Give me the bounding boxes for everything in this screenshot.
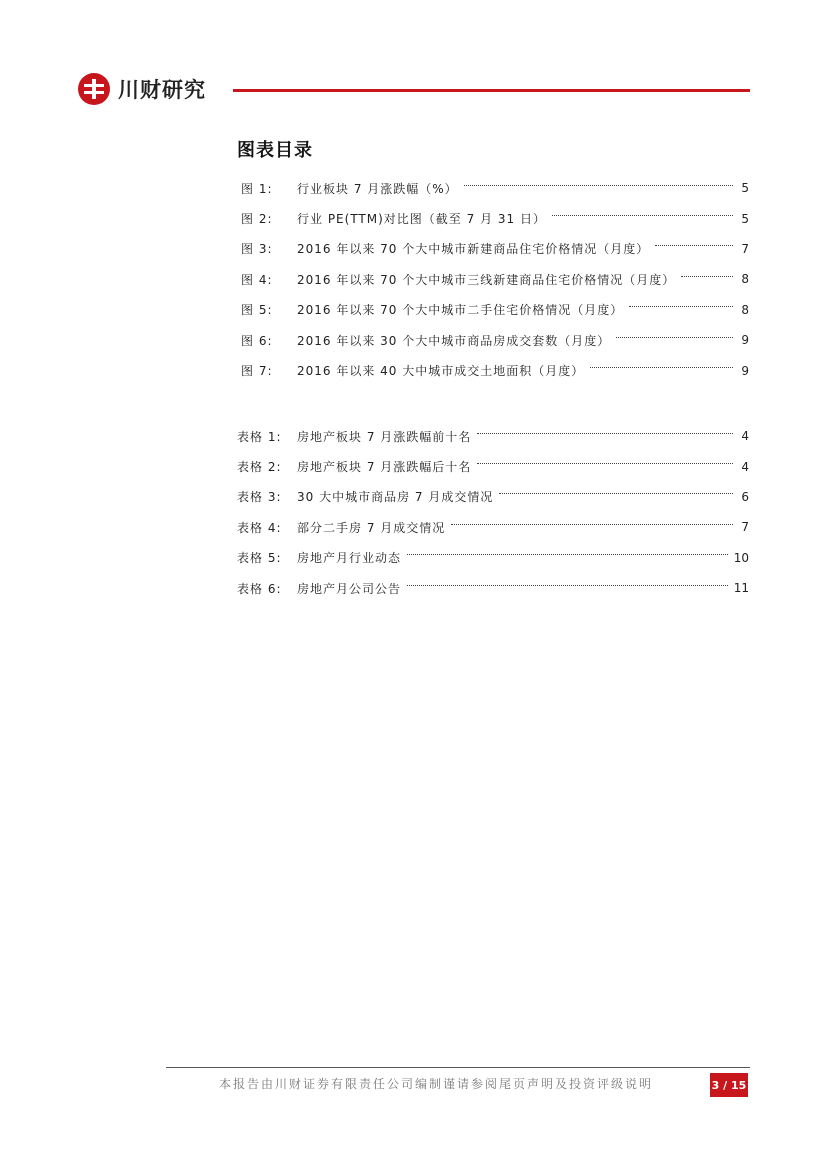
dot-leader — [464, 185, 733, 186]
entry-label: 图 2: — [241, 212, 273, 227]
entry-title: 房地产月公司公告 — [297, 581, 402, 596]
entry-label: 图 4: — [241, 272, 273, 287]
page-number-badge: 3 / 15 — [710, 1073, 748, 1097]
dot-leader — [616, 337, 733, 338]
toc-entry-figure-7[interactable] — [237, 355, 749, 385]
dot-leader — [477, 433, 733, 434]
dot-leader — [451, 524, 733, 525]
toc-entry-table-1[interactable] — [237, 421, 749, 451]
entry-page: 5 — [741, 211, 749, 226]
figure-list — [237, 173, 749, 386]
brand-logo — [78, 72, 206, 106]
toc-entry-table-2[interactable] — [237, 451, 749, 481]
entry-label: 图 1: — [241, 181, 273, 196]
entry-page: 9 — [741, 363, 749, 378]
entry-title: 部分二手房 7 月成交情况 — [297, 520, 446, 535]
entry-label: 图 5: — [241, 303, 273, 318]
entry-label: 表格 5: — [237, 551, 282, 566]
entry-title: 30 大中城市商品房 7 月成交情况 — [297, 490, 494, 505]
entry-label: 表格 4: — [237, 520, 282, 535]
entry-label: 图 6: — [241, 333, 273, 348]
toc-entry-figure-1[interactable] — [237, 173, 749, 203]
entry-label: 图 3: — [241, 242, 273, 257]
toc-entry-figure-4[interactable] — [237, 264, 749, 294]
entry-title: 2016 年以来 70 个大中城市三线新建商品住宅价格情况（月度） — [297, 272, 676, 287]
dot-leader — [552, 215, 733, 216]
entry-page: 10 — [733, 550, 749, 565]
entry-page: 7 — [741, 520, 749, 535]
dot-leader — [629, 306, 733, 307]
entry-title: 2016 年以来 40 大中城市成交土地面积（月度） — [297, 364, 585, 379]
toc-entry-figure-5[interactable] — [237, 295, 749, 325]
entry-title: 行业 PE(TTM)对比图（截至 7 月 31 日） — [297, 212, 546, 227]
footer-disclaimer: 本报告由川财证券有限责任公司编制谨请参阅尾页声明及投资评级说明 — [218, 1077, 653, 1091]
entry-title: 2016 年以来 30 个大中城市商品房成交套数（月度） — [297, 333, 611, 348]
entry-label: 表格 2: — [237, 460, 282, 475]
toc-entry-table-5[interactable] — [237, 543, 749, 573]
dot-leader — [407, 554, 728, 555]
entry-label: 表格 6: — [237, 581, 282, 596]
entry-label: 图 7: — [241, 364, 273, 379]
dot-leader — [681, 276, 733, 277]
dot-leader — [590, 367, 733, 368]
entry-title: 2016 年以来 70 个大中城市新建商品住宅价格情况（月度） — [297, 242, 650, 257]
toc-entry-table-3[interactable] — [237, 482, 749, 512]
entry-page: 6 — [741, 489, 749, 504]
dot-leader — [655, 245, 733, 246]
entry-page: 7 — [741, 241, 749, 256]
entry-page: 8 — [741, 272, 749, 287]
footer-divider — [166, 1067, 750, 1068]
toc-entry-table-6[interactable] — [237, 573, 749, 603]
table-list — [237, 421, 749, 603]
entry-page: 9 — [741, 333, 749, 348]
toc-entry-figure-6[interactable] — [237, 325, 749, 355]
logo-text: 川财研究 — [118, 78, 206, 102]
entry-label: 表格 3: — [237, 490, 282, 505]
dot-leader — [407, 585, 728, 586]
entry-label: 表格 1: — [237, 429, 282, 444]
entry-page: 11 — [733, 581, 749, 596]
entry-page: 4 — [741, 429, 749, 444]
dot-leader — [499, 493, 733, 494]
header-divider — [233, 89, 750, 92]
entry-page: 5 — [741, 181, 749, 196]
entry-title: 行业板块 7 月涨跌幅（%） — [297, 181, 458, 196]
entry-title: 房地产板块 7 月涨跌幅前十名 — [297, 429, 472, 444]
logo-icon — [78, 73, 110, 105]
toc-entry-figure-2[interactable] — [237, 203, 749, 233]
toc-entry-figure-3[interactable] — [237, 234, 749, 264]
entry-title: 房地产月行业动态 — [297, 551, 402, 566]
toc-entry-table-4[interactable] — [237, 512, 749, 542]
dot-leader — [477, 463, 733, 464]
entry-page: 8 — [741, 302, 749, 317]
entry-title: 2016 年以来 70 个大中城市二手住宅价格情况（月度） — [297, 303, 624, 318]
entry-page: 4 — [741, 459, 749, 474]
entry-title: 房地产板块 7 月涨跌幅后十名 — [297, 460, 472, 475]
toc-title: 图表目录 — [237, 140, 313, 161]
